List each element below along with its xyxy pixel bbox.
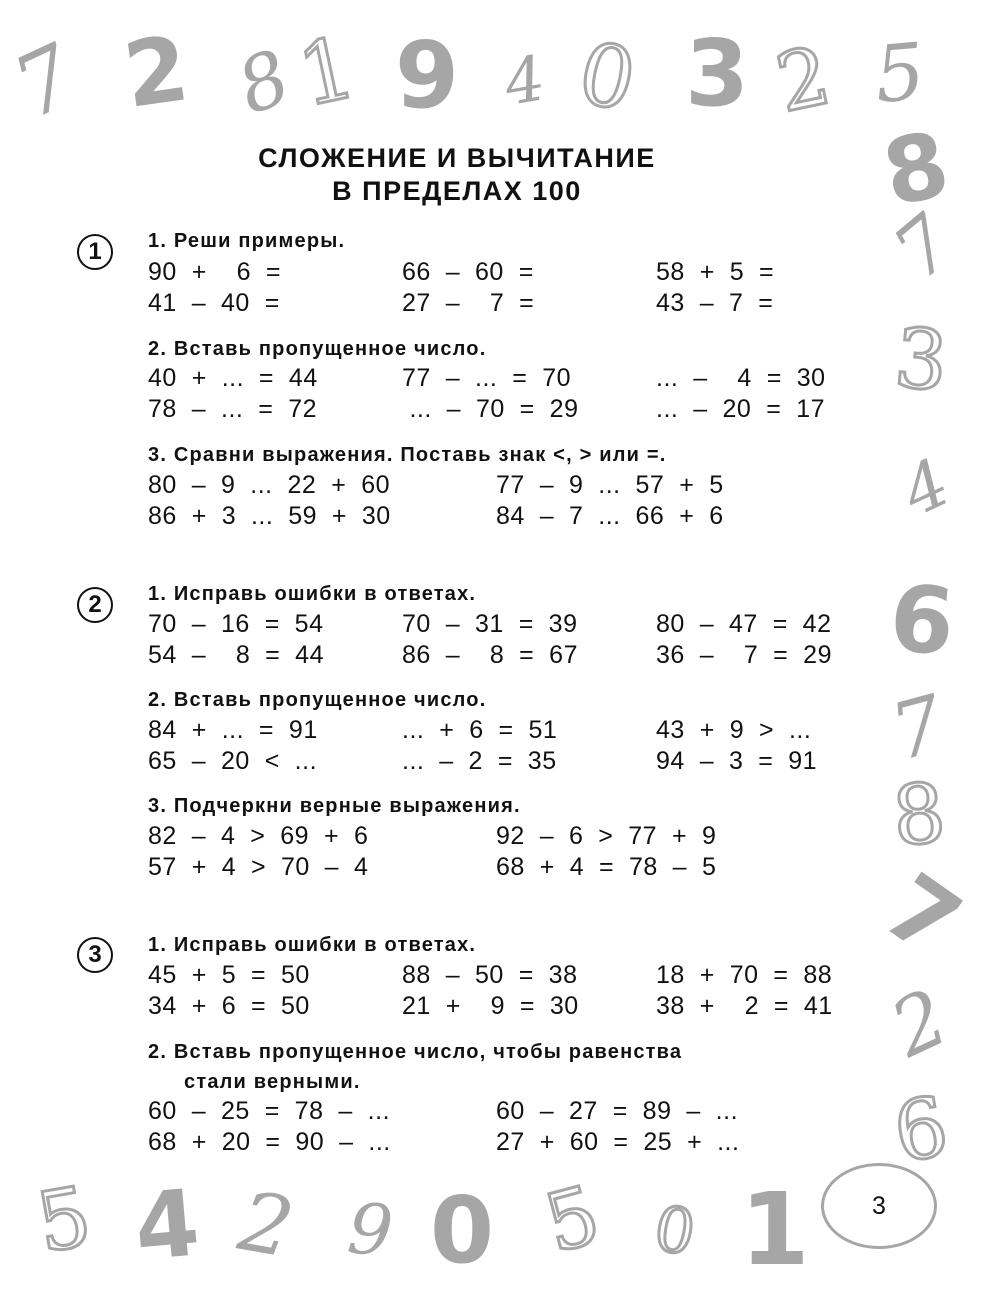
exercise: 77 – 9 ... 57 + 5 bbox=[496, 471, 724, 499]
exercise: 68 + 20 = 90 – ... bbox=[148, 1128, 391, 1156]
exercise: 88 – 50 = 38 bbox=[402, 961, 578, 989]
subtask-title: 2. Вставь пропущенное число, чтобы равенства bbox=[148, 1041, 683, 1063]
subtask-title-continued: стали верными. bbox=[184, 1071, 361, 1093]
decorative-digit-right: 6 bbox=[885, 564, 959, 677]
subtask-title: 3. Сравни выражения. Поставь знак <, > или =. bbox=[148, 444, 667, 466]
decorative-digit-bottom: 9 bbox=[344, 1187, 397, 1273]
decorative-digit-bottom: 1 bbox=[740, 1171, 810, 1288]
decorative-digit-right: 2 bbox=[878, 972, 962, 1076]
decorative-digit-right: 8 bbox=[888, 765, 950, 866]
task-number-badge: 3 bbox=[77, 937, 113, 973]
decorative-digit-top: 2 bbox=[768, 28, 838, 131]
exercise: 80 – 9 ... 22 + 60 bbox=[148, 471, 391, 499]
exercise: 80 – 47 = 42 bbox=[656, 610, 832, 638]
decorative-digit-bottom: 5 bbox=[30, 1169, 98, 1272]
decorative-digit-bottom: 0 bbox=[649, 1191, 701, 1270]
task-number-badge: 1 bbox=[77, 234, 113, 270]
exercise: ... – 70 = 29 bbox=[402, 395, 579, 423]
decorative-digit-right: 4 bbox=[890, 443, 962, 532]
exercise: 57 + 4 > 70 – 4 bbox=[148, 853, 369, 881]
decorative-digit-bottom: 2 bbox=[232, 1174, 301, 1277]
title-line-2: В ПРЕДЕЛАХ 100 bbox=[332, 176, 582, 206]
exercise: 66 – 60 = bbox=[402, 258, 534, 286]
subtask-title: 1. Исправь ошибки в ответах. bbox=[148, 583, 477, 605]
exercise: 43 + 9 > ... bbox=[656, 716, 812, 744]
decorative-digit-top: 4 bbox=[498, 41, 551, 120]
decorative-digit-right: 6 bbox=[887, 1079, 955, 1182]
exercise: 45 + 5 = 50 bbox=[148, 961, 310, 989]
exercise: 92 – 6 > 77 + 9 bbox=[496, 822, 717, 850]
subtask-title: 2. Вставь пропущенное число. bbox=[148, 338, 487, 360]
decorative-digit-right: 3 bbox=[891, 310, 952, 411]
decorative-digit-bottom: 5 bbox=[535, 1168, 609, 1272]
exercise: 77 – ... = 70 bbox=[402, 364, 572, 392]
subtask-title: 3. Подчеркни верные выражения. bbox=[148, 795, 521, 817]
exercise: 60 – 27 = 89 – ... bbox=[496, 1097, 739, 1125]
exercise: 34 + 6 = 50 bbox=[148, 992, 310, 1020]
exercise: 84 + ... = 91 bbox=[148, 716, 318, 744]
task-number-badge: 2 bbox=[77, 587, 113, 623]
exercise: 94 – 3 = 91 bbox=[656, 747, 818, 775]
decorative-digit-right: 8 bbox=[874, 111, 958, 228]
exercise: 18 + 70 = 88 bbox=[656, 961, 833, 989]
decorative-digit-bottom: 4 bbox=[130, 1169, 204, 1282]
exercise: 27 – 7 = bbox=[402, 289, 535, 317]
decorative-digit-top: 9 bbox=[395, 22, 460, 129]
exercise: 68 + 4 = 78 – 5 bbox=[496, 853, 717, 881]
exercise: 65 – 20 < ... bbox=[148, 747, 318, 775]
decorative-digit-right: 7 bbox=[865, 853, 980, 978]
decorative-digit-top: 0 bbox=[570, 23, 644, 132]
exercise: 70 – 31 = 39 bbox=[402, 610, 578, 638]
decorative-digit-bottom: 0 bbox=[430, 1177, 495, 1284]
decorative-digit-top: 2 bbox=[117, 16, 195, 129]
exercise: 21 + 9 = 30 bbox=[402, 992, 579, 1020]
exercise: 86 – 8 = 67 bbox=[402, 641, 578, 669]
exercise: 38 + 2 = 41 bbox=[656, 992, 833, 1020]
exercise: 27 + 60 = 25 + ... bbox=[496, 1128, 740, 1156]
subtask-title: 1. Исправь ошибки в ответах. bbox=[148, 934, 477, 956]
exercise: 84 – 7 ... 66 + 6 bbox=[496, 502, 724, 530]
page-title bbox=[0, 142, 914, 208]
decorative-digit-top: 1 bbox=[290, 18, 364, 127]
decorative-digit-top: 3 bbox=[685, 20, 750, 127]
page-number: 3 bbox=[872, 1192, 886, 1220]
exercise: 90 + 6 = bbox=[148, 258, 281, 286]
decorative-digit-top: 8 bbox=[226, 32, 302, 132]
exercise: 58 + 5 = bbox=[656, 258, 775, 286]
exercise: 43 – 7 = bbox=[656, 289, 774, 317]
decorative-digit-right: 7 bbox=[876, 198, 971, 297]
exercise: 78 – ... = 72 bbox=[148, 395, 318, 423]
exercise: 40 + ... = 44 bbox=[148, 364, 318, 392]
title-line-1: СЛОЖЕНИЕ И ВЫЧИТАНИЕ bbox=[258, 143, 656, 173]
exercise: ... – 2 = 35 bbox=[402, 747, 557, 775]
exercise: 70 – 16 = 54 bbox=[148, 610, 324, 638]
exercise: 60 – 25 = 78 – ... bbox=[148, 1097, 391, 1125]
decorative-digit-right: 7 bbox=[882, 679, 954, 779]
decorative-digit-top: 5 bbox=[871, 27, 929, 121]
exercise: ... + 6 = 51 bbox=[402, 716, 558, 744]
subtask-title: 2. Вставь пропущенное число. bbox=[148, 689, 487, 711]
exercise: 54 – 8 = 44 bbox=[148, 641, 324, 669]
exercise: ... – 20 = 17 bbox=[656, 395, 826, 423]
subtask-title: 1. Реши примеры. bbox=[148, 230, 346, 252]
exercise: 86 + 3 ... 59 + 30 bbox=[148, 502, 391, 530]
exercise: 41 – 40 = bbox=[148, 289, 280, 317]
exercise: 36 – 7 = 29 bbox=[656, 641, 832, 669]
exercise: 82 – 4 > 69 + 6 bbox=[148, 822, 369, 850]
exercise: ... – 4 = 30 bbox=[656, 364, 826, 392]
decorative-digit-top: 7 bbox=[0, 26, 91, 139]
